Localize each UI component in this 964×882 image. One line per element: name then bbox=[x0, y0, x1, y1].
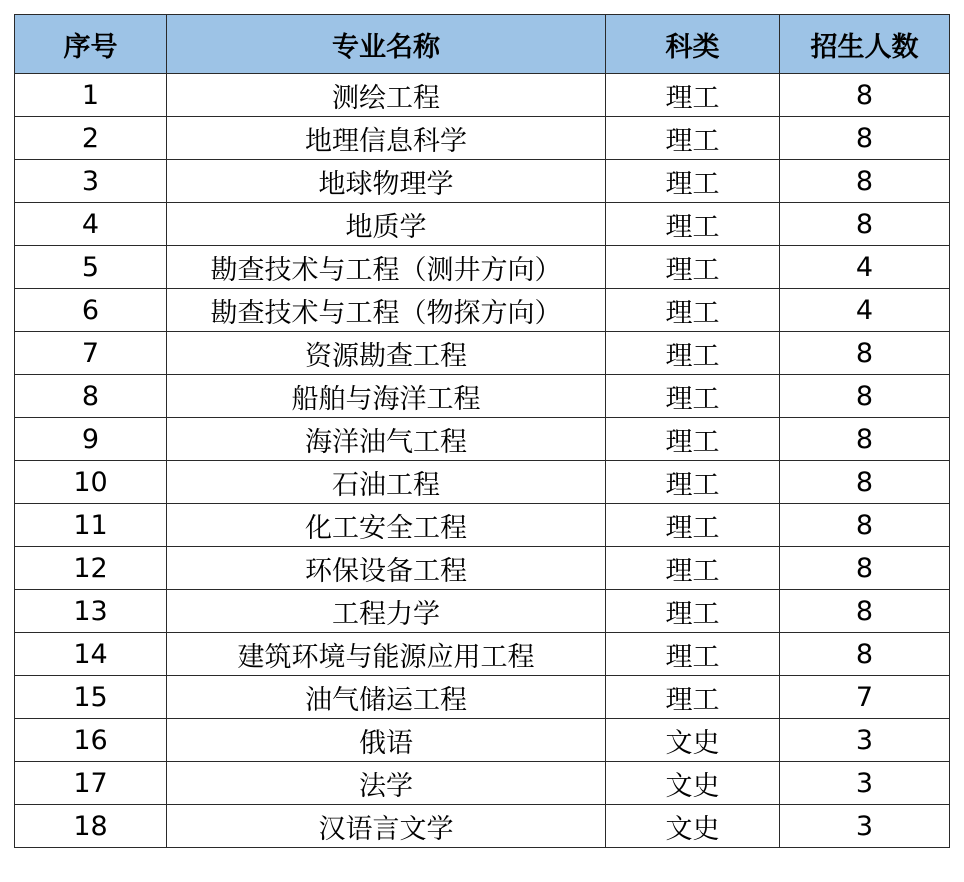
cell-major-name: 船舶与海洋工程 bbox=[167, 375, 606, 418]
table-row bbox=[15, 117, 950, 160]
cell-major-name: 法学 bbox=[167, 762, 606, 805]
cell-index: 3 bbox=[15, 160, 167, 203]
cell-category: 理工 bbox=[606, 590, 780, 633]
header-index: 序号 bbox=[15, 15, 167, 74]
cell-enrollment-count: 8 bbox=[780, 74, 950, 117]
table-row bbox=[15, 74, 950, 117]
cell-index: 6 bbox=[15, 289, 167, 332]
cell-enrollment-count: 8 bbox=[780, 332, 950, 375]
cell-enrollment-count: 8 bbox=[780, 160, 950, 203]
table-row bbox=[15, 719, 950, 762]
cell-enrollment-count: 4 bbox=[780, 289, 950, 332]
cell-major-name: 海洋油气工程 bbox=[167, 418, 606, 461]
cell-major-name: 俄语 bbox=[167, 719, 606, 762]
table-body bbox=[15, 74, 950, 848]
cell-category: 理工 bbox=[606, 461, 780, 504]
cell-index: 5 bbox=[15, 246, 167, 289]
cell-major-name: 石油工程 bbox=[167, 461, 606, 504]
cell-major-name: 工程力学 bbox=[167, 590, 606, 633]
table-row bbox=[15, 246, 950, 289]
table-row bbox=[15, 375, 950, 418]
cell-index: 14 bbox=[15, 633, 167, 676]
table-row bbox=[15, 504, 950, 547]
cell-enrollment-count: 3 bbox=[780, 805, 950, 848]
cell-enrollment-count: 3 bbox=[780, 719, 950, 762]
cell-category: 理工 bbox=[606, 203, 780, 246]
cell-enrollment-count: 8 bbox=[780, 117, 950, 160]
cell-major-name: 地理信息科学 bbox=[167, 117, 606, 160]
cell-major-name: 建筑环境与能源应用工程 bbox=[167, 633, 606, 676]
cell-category: 理工 bbox=[606, 504, 780, 547]
cell-enrollment-count: 8 bbox=[780, 590, 950, 633]
cell-category: 理工 bbox=[606, 246, 780, 289]
cell-enrollment-count: 8 bbox=[780, 633, 950, 676]
cell-category: 理工 bbox=[606, 289, 780, 332]
cell-enrollment-count: 8 bbox=[780, 375, 950, 418]
enrollment-table bbox=[14, 14, 950, 848]
cell-enrollment-count: 8 bbox=[780, 203, 950, 246]
cell-index: 12 bbox=[15, 547, 167, 590]
cell-index: 7 bbox=[15, 332, 167, 375]
table-row bbox=[15, 289, 950, 332]
cell-enrollment-count: 7 bbox=[780, 676, 950, 719]
table-row bbox=[15, 805, 950, 848]
table-row bbox=[15, 461, 950, 504]
cell-category: 理工 bbox=[606, 375, 780, 418]
cell-major-name: 地质学 bbox=[167, 203, 606, 246]
table-row bbox=[15, 590, 950, 633]
cell-category: 理工 bbox=[606, 160, 780, 203]
header-major-name: 专业名称 bbox=[167, 15, 606, 74]
cell-enrollment-count: 3 bbox=[780, 762, 950, 805]
cell-category: 理工 bbox=[606, 74, 780, 117]
cell-category: 理工 bbox=[606, 418, 780, 461]
header-enrollment-count: 招生人数 bbox=[780, 15, 950, 74]
cell-category: 文史 bbox=[606, 719, 780, 762]
cell-major-name: 勘查技术与工程（测井方向） bbox=[167, 246, 606, 289]
cell-major-name: 环保设备工程 bbox=[167, 547, 606, 590]
cell-enrollment-count: 8 bbox=[780, 504, 950, 547]
cell-category: 文史 bbox=[606, 805, 780, 848]
table-row bbox=[15, 160, 950, 203]
cell-enrollment-count: 4 bbox=[780, 246, 950, 289]
cell-category: 理工 bbox=[606, 676, 780, 719]
enrollment-table-container bbox=[14, 14, 949, 848]
table-row bbox=[15, 633, 950, 676]
header-category: 科类 bbox=[606, 15, 780, 74]
cell-index: 10 bbox=[15, 461, 167, 504]
cell-enrollment-count: 8 bbox=[780, 418, 950, 461]
cell-index: 8 bbox=[15, 375, 167, 418]
table-row bbox=[15, 676, 950, 719]
cell-major-name: 勘查技术与工程（物探方向） bbox=[167, 289, 606, 332]
cell-major-name: 资源勘查工程 bbox=[167, 332, 606, 375]
cell-index: 1 bbox=[15, 74, 167, 117]
cell-index: 2 bbox=[15, 117, 167, 160]
table-row bbox=[15, 332, 950, 375]
cell-enrollment-count: 8 bbox=[780, 547, 950, 590]
cell-category: 文史 bbox=[606, 762, 780, 805]
cell-category: 理工 bbox=[606, 332, 780, 375]
cell-index: 13 bbox=[15, 590, 167, 633]
cell-major-name: 测绘工程 bbox=[167, 74, 606, 117]
cell-index: 11 bbox=[15, 504, 167, 547]
cell-index: 16 bbox=[15, 719, 167, 762]
table-row bbox=[15, 418, 950, 461]
cell-enrollment-count: 8 bbox=[780, 461, 950, 504]
cell-index: 15 bbox=[15, 676, 167, 719]
cell-major-name: 油气储运工程 bbox=[167, 676, 606, 719]
cell-category: 理工 bbox=[606, 547, 780, 590]
cell-category: 理工 bbox=[606, 117, 780, 160]
table-row bbox=[15, 203, 950, 246]
table-header bbox=[15, 15, 950, 74]
header-row bbox=[15, 15, 950, 74]
cell-major-name: 汉语言文学 bbox=[167, 805, 606, 848]
cell-index: 18 bbox=[15, 805, 167, 848]
cell-category: 理工 bbox=[606, 633, 780, 676]
cell-major-name: 化工安全工程 bbox=[167, 504, 606, 547]
cell-major-name: 地球物理学 bbox=[167, 160, 606, 203]
cell-index: 4 bbox=[15, 203, 167, 246]
cell-index: 17 bbox=[15, 762, 167, 805]
cell-index: 9 bbox=[15, 418, 167, 461]
table-row bbox=[15, 762, 950, 805]
table-row bbox=[15, 547, 950, 590]
